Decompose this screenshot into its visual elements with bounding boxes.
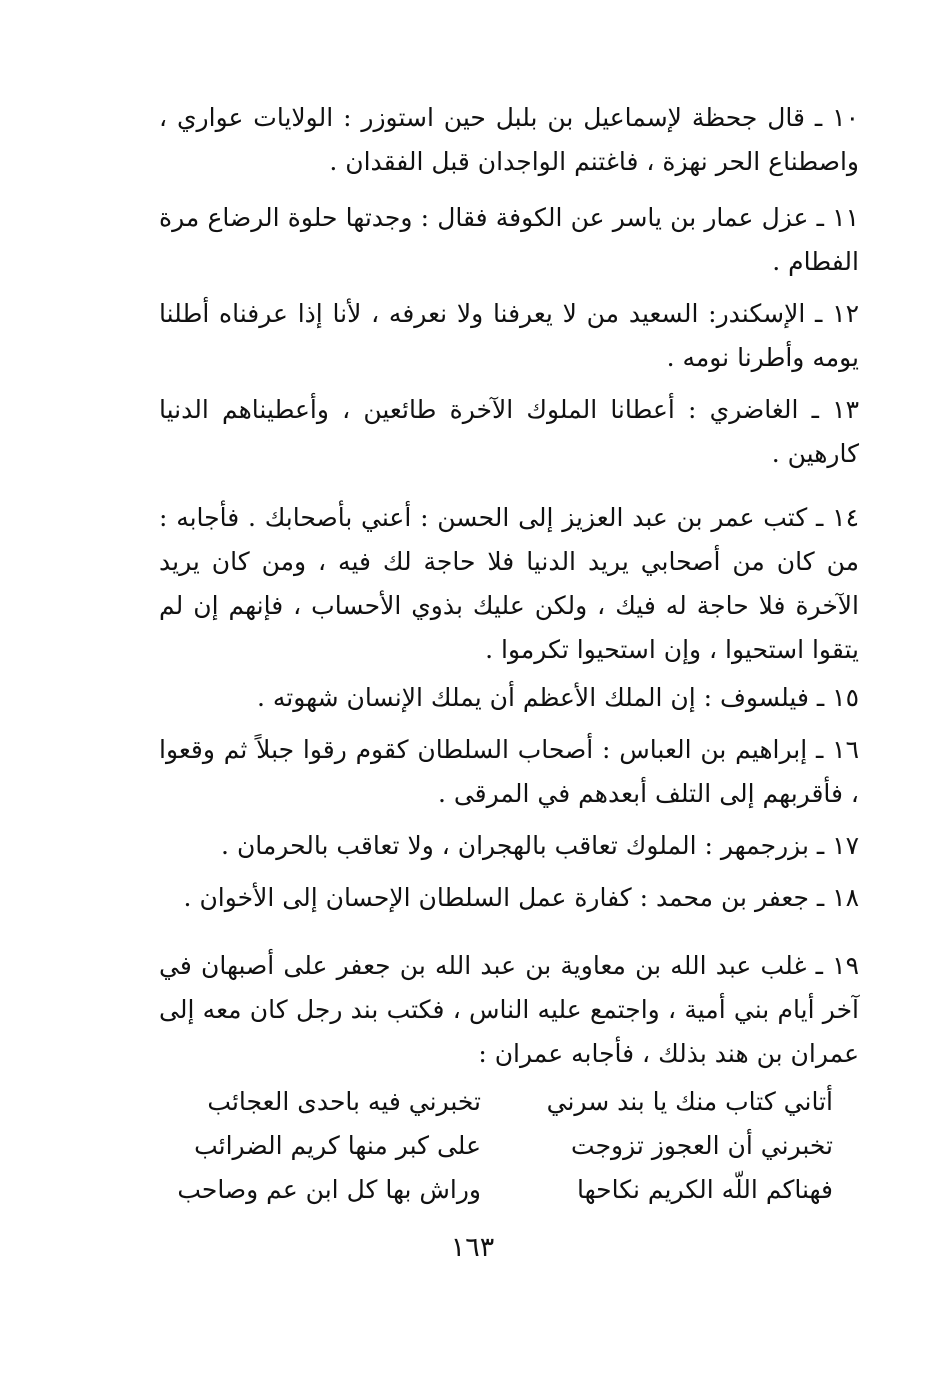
verse-first-hemistich: تخبرني أن العجوز تزوجت bbox=[571, 1131, 833, 1160]
verse-first-hemistich: فهناكم اللّه الكريم نكاحها bbox=[577, 1175, 833, 1204]
paragraph-19: ١٩ ـ غلب عبد الله بن معاوية بن عبد الله بن جعفر على أصبهان في آخر أيام بني أمية ، واجتمع عليه الناس ، فكتب بند رجل كان معه إلى عمران بن هند بذلك ، فأجابه عمران : bbox=[159, 951, 859, 1068]
paragraph-11: ١١ ـ عزل عمار بن ياسر عن الكوفة فقال : وجدتها حلوة الرضاع مرة الفطام . bbox=[159, 203, 859, 276]
paragraph-17: ١٧ ـ بزرجمهر : الملوك تعاقب بالهجران ، ولا تعاقب بالحرمان . bbox=[221, 831, 859, 860]
paragraph-15: ١٥ ـ فيلسوف : إن الملك الأعظم أن يملك الإنسان شهوته . bbox=[256, 683, 859, 712]
verse-line bbox=[161, 1168, 833, 1212]
verse-line bbox=[161, 1080, 833, 1124]
page-number: ١٦٣ bbox=[450, 1232, 495, 1263]
paragraph-18: ١٨ ـ جعفر بن محمد : كفارة عمل السلطان الإحسان إلى الأخوان . bbox=[183, 883, 859, 912]
verse-first-hemistich: أتاني كتاب منك يا بند سرني bbox=[546, 1087, 833, 1116]
paragraph-14: ١٤ ـ كتب عمر بن عبد العزيز إلى الحسن : أعني بأصحابك . فأجابه : من كان من أصحابي يريد الدنيا فلا حاجة لك فيه ، ومن كان يريد الآخرة فلا حاجة له فيك ، ولكن عليك بذوي الأحساب ، فإنهم إن لم يتقوا استحيوا ، وإن استحيوا تكرموا . bbox=[159, 503, 860, 664]
verse-second-hemistich: على كبر منها كريم الضرائب bbox=[194, 1131, 481, 1160]
verse-line bbox=[161, 1124, 833, 1168]
paragraph-16: ١٦ ـ إبراهيم بن العباس : أصحاب السلطان كقوم رقوا جبلاً ثم وقعوا ، فأقربهم إلى التلف أبعدهم في المرقى . bbox=[159, 735, 859, 808]
verse-second-hemistich: تخبرني فيه باحدى العجائب bbox=[207, 1087, 481, 1116]
verse-second-hemistich: وراش بها كل ابن عم وصاحب bbox=[177, 1175, 481, 1204]
paragraph-10: ١٠ ـ قال جحظة لإسماعيل بن بلبل حين استوزر : الولايات عواري ، واصطناع الحر نهزة ، فاغتنم الواجدان قبل الفقدان . bbox=[159, 103, 859, 176]
paragraph-13: ١٣ ـ الغاضري : أعطانا الملوك الآخرة طائعين ، وأعطيناهم الدنيا كارهين . bbox=[159, 395, 859, 468]
paragraph-12: ١٢ ـ الإسكندر: السعيد من لا يعرفنا ولا نعرفه ، لأنا إذا عرفناه أطلنا يومه وأطرنا نومه . bbox=[159, 299, 859, 372]
poem bbox=[161, 1080, 833, 1212]
